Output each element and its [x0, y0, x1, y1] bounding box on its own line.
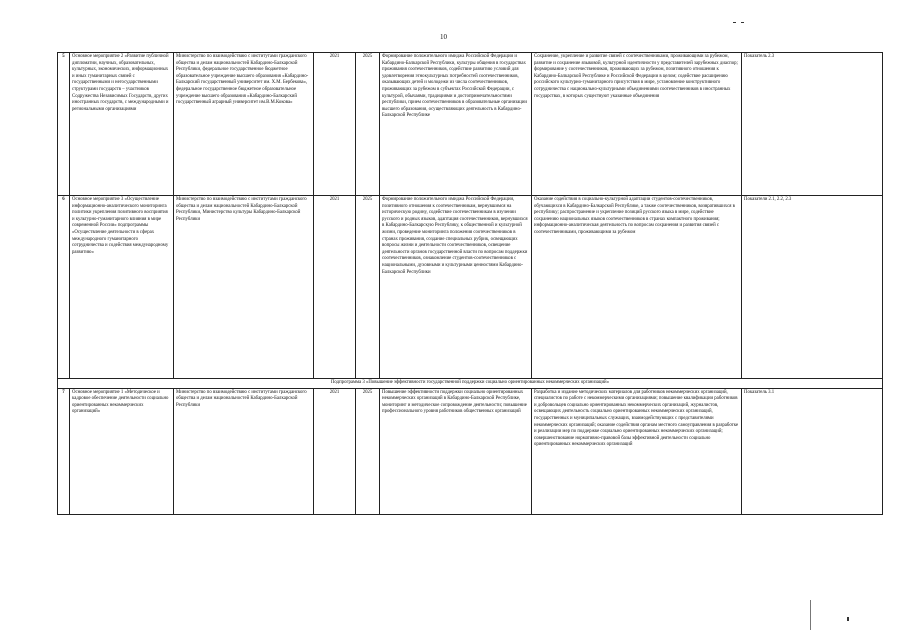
- page-number: 10: [440, 33, 447, 41]
- executor-cell: Министерство по взаимодействию с институтами гражданского общества и делам национальностей Кабардино-Балкарской Республики, федеральное государственное бюджетное образовательное учреждение высшего образования «Кабардино-Балкарский государственный университет им. Х.М. Бербекова», федеральное государственное бюджетное образовательное учреждение высшего образования «Кабардино-Балкарский государственный аграрный университет им.В.М.Кокова»: [174, 53, 314, 196]
- scan-mark: [847, 617, 849, 621]
- measure-cell: Основное мероприятие 2 «Развитие публичной дипломатии, научных, образовательных, культурных, экономических, информационных и иных гуманитарных связей с государственными и негосударственными структурами государств – участников Содружества Независимых Государств, других иностранных государств, с международными и региональными организациями: [70, 53, 174, 196]
- table-row: [58, 53, 883, 196]
- result-cell: Формирование положительного имиджа Российской Федерации, позитивного отношения к соотечественникам, вернувшимся на историческую родину, содействие соотечественникам в изучении русского и родных языков, адаптация соотечественников, вернувшихся в Кабардино-Балкарскую Республику, к общественной и культурной жизни, проведение мониторинга положения соотечественников в странах проживания, создание специальных рубрик, освещающих вопросы жизни и деятельности соотечественников, освещение деятельности органов государственной власти по вопросам поддержки соотечественников, ознакомление студентов-соотечественников с национальными, духовными и культурными ценностями Кабардино-Балкарской Республики: [380, 196, 532, 379]
- executor-cell: Министерство по взаимодействию с институтами гражданского общества и делам национальностей Кабардино-Балкарской Республики, Министерство культуры Кабардино-Балкарской Республики: [174, 196, 314, 379]
- measure-cell: Основное мероприятие 3 «Осуществление информационно-аналитического мониторинга политики укрепления позитивного восприятия и культурно-гуманитарного влияния в мире современной России» подпрограммы «Осуществление деятельности в сферах международного гуманитарного сотрудничества и содействия международному развитию»: [70, 196, 174, 379]
- indicator-cell: Показатель 2.3: [742, 53, 883, 196]
- row-number: 6: [58, 196, 70, 379]
- end-year-cell: 2025: [356, 53, 380, 196]
- result-cell: Повышение эффективности поддержки социально ориентированных некоммерческих организаций в Кабардино-Балкарской Республике, мониторинг и методическое сопровождение деятельности; повышение профессионального уровня работников общественных организаций: [380, 388, 532, 514]
- measure-cell: Основное мероприятие 1 «Методическое и кадровое обеспечение деятельности социально ориентированных некоммерческих организаций»: [70, 388, 174, 514]
- executor-cell: Министерство по взаимодействию с институтами гражданского общества и делам национальностей Кабардино-Балкарской Республики: [174, 388, 314, 514]
- row-number: 5: [58, 53, 70, 196]
- result-cell: Формирование положительного имиджа Российской Федерации и Кабардино-Балкарской Республики, культуры общения в государствах проживания соотечественников, содействие развитию условий для удовлетворения этнокультурных потребностей соотечественников, оказывающих детей и молодежи из числа соотечественников, проживающих за рубежом в субъектах Российской Федерации, с культурой, обычаями, традициями и достопримечательностями республики, прием соотечественников в образовательные организации высшего образования, осуществляющих деятельность в Кабардино-Балкарской Республике: [380, 53, 532, 196]
- end-year-cell: 2025: [356, 388, 380, 514]
- link-cell: Сохранение, укрепление и развитие связей с соотечественниками, проживающими за рубежом, развитие и сохранение языковой, культурной идентичности у представителей зарубежных диаспор; формирование у соотечественников, проживающих за рубежом, позитивного отношения к Кабардино-Балкарской Республике и Российской Федерации в целом; содействие расширению российского культурно-гуманитарного присутствия в мире, установление конструктивного сотрудничества с национально-культурными объединениями соотечественников в иностранных государствах, в которых существуют указанные объединения: [532, 53, 742, 196]
- end-year-cell: 2025: [356, 196, 380, 379]
- scan-mark: [741, 22, 744, 23]
- scan-mark: [810, 600, 811, 630]
- link-cell: Оказание содействия в социально-культурной адаптации студентов-соотечественников, обучающихся в Кабардино-Балкарской Республике, а также соотечественников, возвратившихся в республику; распространение и укрепление позиций русского языка в мире, содействие сохранению национальных языков соотечественников в странах компактного проживания; информационно-аналитическая деятельность по вопросам сохранения и развития связей с соотечественниками, проживающими за рубежом: [532, 196, 742, 379]
- program-table: [57, 52, 883, 515]
- row-number: 7: [58, 388, 70, 514]
- link-cell: Разработка и издание методических материалов для работников некоммерческих организаций, специалистов по работе с некоммерческими организациями; повышение квалификации работников и добровольцев социально ориентированных некоммерческих организаций, журналистов, освещающих деятельность социально ориентированных некоммерческих организаций, государственных и муниципальных служащих, взаимодействующих с представителями некоммерческих организаций; оказание содействия органам местного самоуправления в разработке и реализации мер по поддержке социально ориентированных некоммерческих организаций; совершенствование нормативно-правовой базы эффективной деятельности социально ориентированных некоммерческих организаций: [532, 388, 742, 514]
- subprogram-row: [58, 379, 883, 389]
- indicator-cell: Показатели 2.1, 2.2, 2.3: [742, 196, 883, 379]
- subprogram-title: Подпрограмма 3 «Повышение эффективности государственной поддержки социально ориентированных некоммерческих организаций»: [58, 379, 883, 389]
- table-row: [58, 388, 883, 514]
- scan-mark: [733, 22, 736, 23]
- indicator-cell: Показатель 3.1: [742, 388, 883, 514]
- table-row: [58, 196, 883, 379]
- start-year-cell: 2021: [314, 53, 356, 196]
- start-year-cell: 2021: [314, 196, 356, 379]
- start-year-cell: 2021: [314, 388, 356, 514]
